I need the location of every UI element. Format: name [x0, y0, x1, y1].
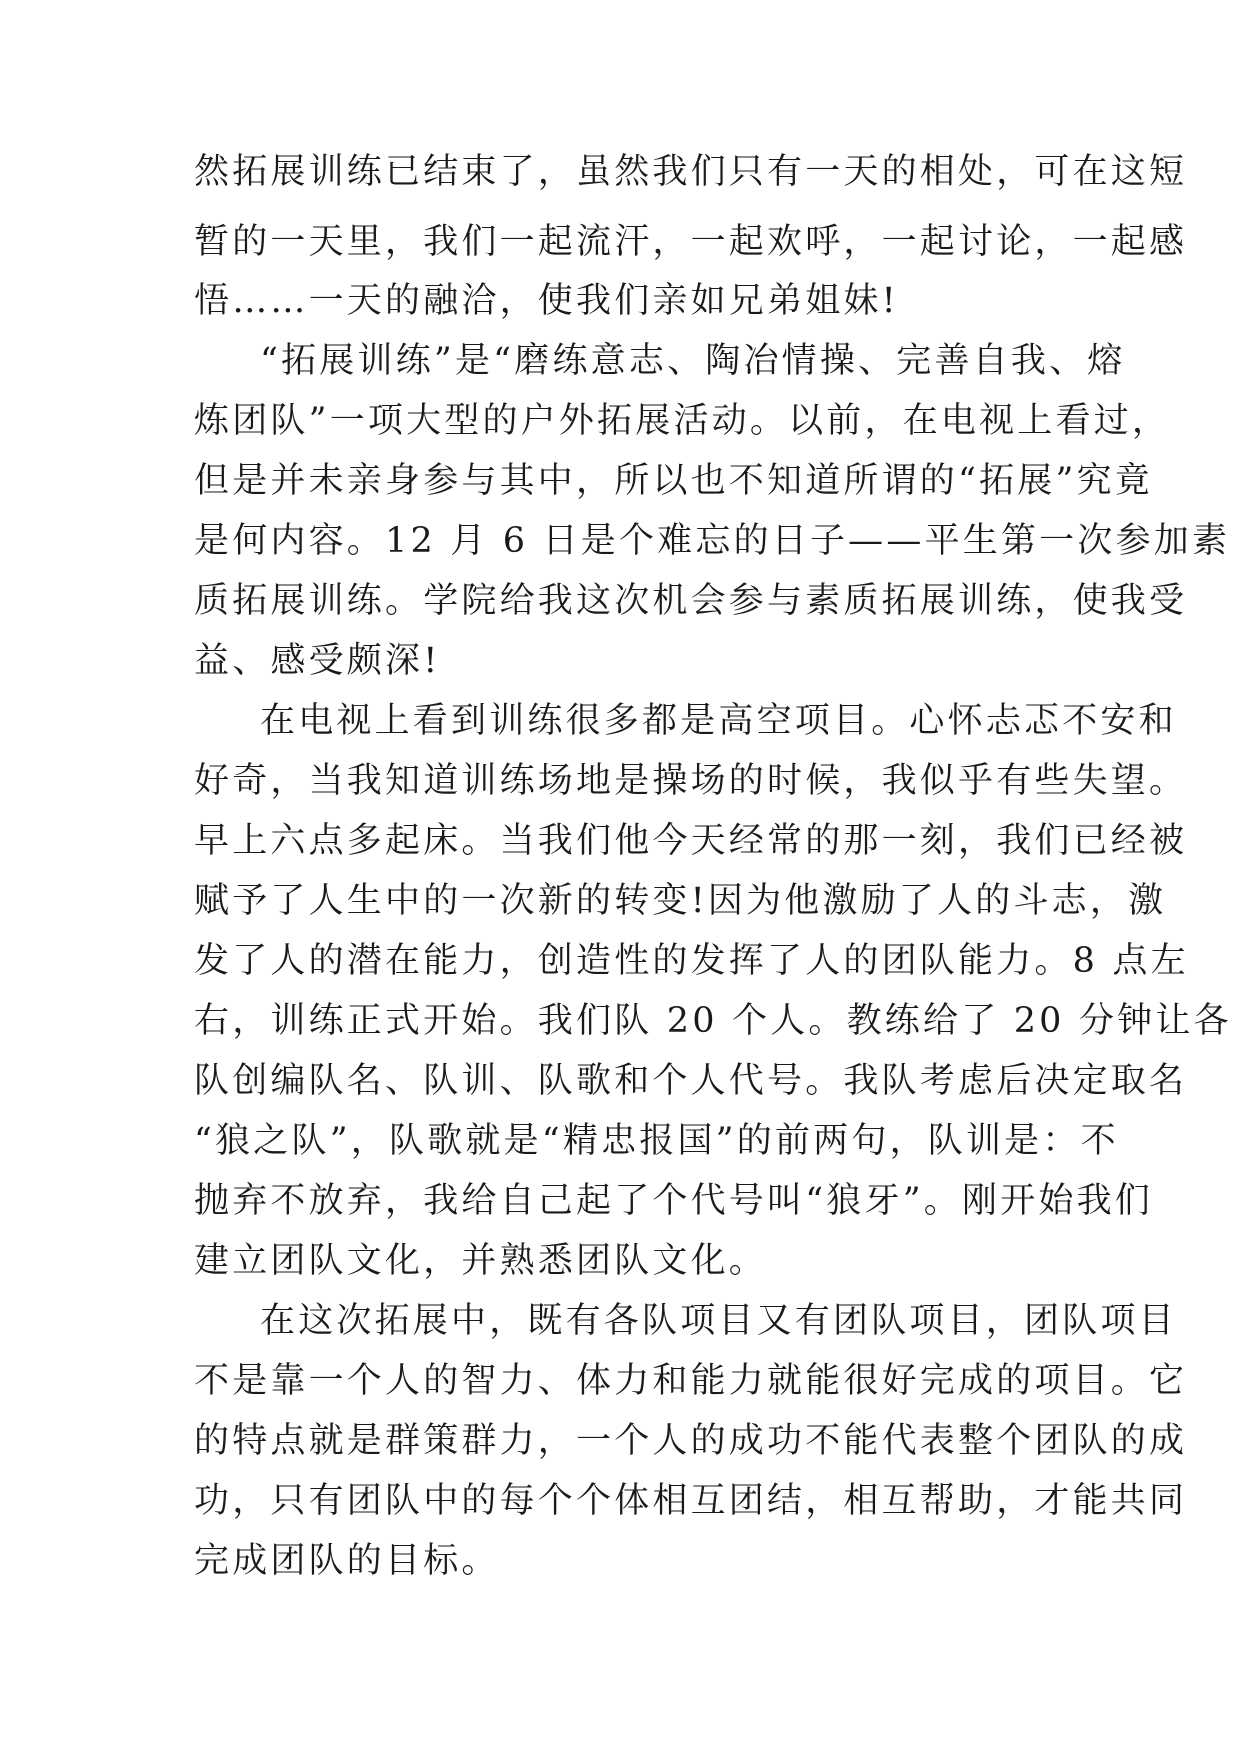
- text-line: 然拓展训练已结束了，虽然我们只有一天的相处，可在这短: [194, 152, 1188, 192]
- text-line: 发了人的潜在能力，创造性的发挥了人的团队能力。8 点左: [194, 941, 1189, 981]
- text-line: 赋予了人生中的一次新的转变!因为他激励了人的斗志，激: [194, 881, 1167, 921]
- text-line: 暂的一天里，我们一起流汗，一起欢呼，一起讨论，一起感: [194, 222, 1188, 262]
- text-line: 不是靠一个人的智力、体力和能力就能很好完成的项目。它: [194, 1361, 1188, 1401]
- text-line: 完成团队的目标。: [194, 1541, 500, 1581]
- text-line: 但是并未亲身参与其中，所以也不知道所谓的“拓展”究竟: [194, 461, 1153, 501]
- paragraph-start-line: 在这次拓展中，既有各队项目又有团队项目，团队项目: [260, 1301, 1177, 1341]
- text-line: 炼团队”一项大型的户外拓展活动。以前，在电视上看过，: [194, 401, 1171, 441]
- text-line: 的特点就是群策群力，一个人的成功不能代表整个团队的成: [194, 1421, 1188, 1461]
- text-line: 建立团队文化，并熟悉团队文化。: [194, 1241, 768, 1281]
- text-line: 益、感受颇深!: [194, 641, 441, 681]
- text-line: 右，训练正式开始。我们队 20 个人。教练给了 20 分钟让各: [194, 1001, 1232, 1041]
- paragraph-start-line: 在电视上看到训练很多都是高空项目。心怀忐忑不安和: [260, 701, 1177, 741]
- text-line: 队创编队名、队训、队歌和个人代号。我队考虑后决定取名: [194, 1061, 1188, 1101]
- text-line: 质拓展训练。学院给我这次机会参与素质拓展训练，使我受: [194, 581, 1188, 621]
- text-line: 是何内容。12 月 6 日是个难忘的日子——平生第一次参加素: [194, 521, 1231, 561]
- text-line: 抛弃不放弃，我给自己起了个代号叫“狼牙”。刚开始我们: [194, 1181, 1153, 1221]
- paragraph-start-line: “拓展训练”是“磨练意志、陶冶情操、完善自我、熔: [260, 341, 1126, 381]
- text-line: 功，只有团队中的每个个体相互团结，相互帮助，才能共同: [194, 1481, 1188, 1521]
- text-line: 悟……一天的融洽，使我们亲如兄弟姐妹!: [194, 281, 899, 321]
- text-line: 好奇，当我知道训练场地是操场的时候，我似乎有些失望。: [194, 761, 1188, 801]
- text-line: “狼之队”，队歌就是“精忠报国”的前两句，队训是：不: [194, 1121, 1119, 1161]
- text-line: 早上六点多起床。当我们他今天经常的那一刻，我们已经被: [194, 821, 1188, 861]
